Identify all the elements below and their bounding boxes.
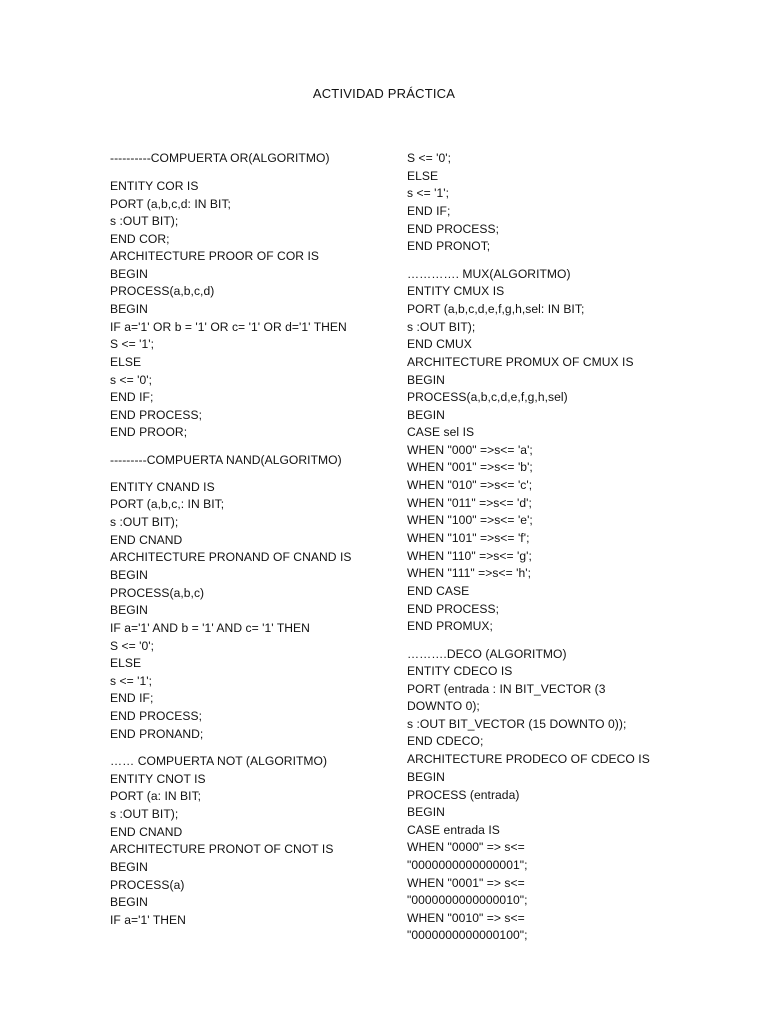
code-line: PROCESS(a,b,c,d,e,f,g,h,sel)	[407, 390, 568, 404]
code-line: PORT (a,b,c,d,e,f,g,h,sel: IN BIT;	[407, 302, 585, 316]
code-line: "0000000000000010";	[407, 893, 528, 907]
code-line: PORT (a,b,c,: IN BIT;	[110, 497, 225, 511]
code-line: PROCESS(a,b,c)	[110, 586, 205, 600]
code-line: END CDECO;	[407, 734, 484, 748]
code-line: END PROMUX;	[407, 619, 493, 633]
code-line: PORT (a: IN BIT;	[110, 789, 202, 803]
code-line: s <= '0';	[110, 373, 153, 387]
code-line: WHEN "0001" => s<=	[407, 876, 525, 890]
code-line: WHEN "010" =>s<= 'c';	[407, 478, 533, 492]
code-line: BEGIN	[407, 805, 445, 819]
section-heading: …… COMPUERTA NOT (ALGORITMO)	[110, 754, 328, 768]
code-line: s <= '1';	[110, 674, 153, 688]
code-line: WHEN "001" =>s<= 'b';	[407, 460, 533, 474]
code-line: WHEN "101" =>s<= 'f';	[407, 531, 530, 545]
code-line: ELSE	[110, 656, 142, 670]
code-line: CASE entrada IS	[407, 823, 500, 837]
code-line: ARCHITECTURE PRONOT OF CNOT IS	[110, 842, 334, 856]
section-heading: …………. MUX(ALGORITMO)	[407, 267, 571, 281]
code-line: END CNAND	[110, 825, 183, 839]
code-line: END CASE	[407, 584, 470, 598]
code-line: WHEN "000" =>s<= 'a';	[407, 443, 533, 457]
code-line: s :OUT BIT);	[110, 515, 179, 529]
code-line: END CMUX	[407, 337, 472, 351]
code-line: ARCHITECTURE PRONAND OF CNAND IS	[110, 550, 352, 564]
code-line: BEGIN	[407, 373, 445, 387]
code-line: "0000000000000100";	[407, 928, 528, 942]
code-line: WHEN "100" =>s<= 'e';	[407, 513, 533, 527]
code-line: PROCESS(a)	[110, 878, 185, 892]
code-line: ELSE	[407, 169, 439, 183]
code-line: BEGIN	[110, 568, 148, 582]
code-line: ARCHITECTURE PRODECO OF CDECO IS	[407, 752, 650, 766]
code-line: "0000000000000001";	[407, 858, 528, 872]
code-line: ENTITY CNAND IS	[110, 480, 215, 494]
code-line: BEGIN	[407, 770, 445, 784]
code-line: PROCESS(a,b,c,d)	[110, 284, 215, 298]
code-line: s :OUT BIT);	[110, 214, 179, 228]
code-line: BEGIN	[110, 302, 148, 316]
code-line: WHEN "110" =>s<= 'g';	[407, 549, 532, 563]
code-line: END PROOR;	[110, 425, 188, 439]
code-line: END PRONOT;	[407, 239, 491, 253]
code-line: END PROCESS;	[110, 408, 202, 422]
code-line: WHEN "111" =>s<= 'h';	[407, 566, 532, 580]
code-line: WHEN "0010" => s<=	[407, 911, 525, 925]
section-heading: ---------COMPUERTA NAND(ALGORITMO)	[110, 453, 342, 467]
code-line: DOWNTO 0);	[407, 699, 480, 713]
code-line: IF a='1' OR b = '1' OR c= '1' OR d='1' THEN	[110, 320, 347, 334]
code-line: END CNAND	[110, 533, 183, 547]
code-line: CASE sel IS	[407, 425, 475, 439]
section-heading: ……….DECO (ALGORITMO)	[407, 647, 567, 661]
code-line: END IF;	[110, 691, 154, 705]
code-line: S <= '1';	[110, 337, 155, 351]
code-line: ELSE	[110, 355, 142, 369]
code-line: s <= '1';	[407, 186, 450, 200]
code-line: END PROCESS;	[407, 602, 499, 616]
code-line: PROCESS (entrada)	[407, 788, 520, 802]
code-line: BEGIN	[110, 895, 148, 909]
code-line: END IF;	[407, 204, 451, 218]
code-line: WHEN "0000" => s<=	[407, 840, 525, 854]
code-line: s :OUT BIT_VECTOR (15 DOWNTO 0));	[407, 717, 627, 731]
code-line: PORT (entrada : IN BIT_VECTOR (3	[407, 682, 606, 696]
code-line: s :OUT BIT);	[407, 320, 476, 334]
code-line: s :OUT BIT);	[110, 807, 179, 821]
code-line: END COR;	[110, 232, 170, 246]
code-line: ENTITY CNOT IS	[110, 772, 206, 786]
code-line: IF a='1' AND b = '1' AND c= '1' THEN	[110, 621, 310, 635]
code-line: END PROCESS;	[407, 222, 499, 236]
code-line: ENTITY CDECO IS	[407, 664, 513, 678]
code-line: ENTITY CMUX IS	[407, 284, 505, 298]
section-heading: ----------COMPUERTA OR(ALGORITMO)	[110, 151, 330, 165]
page-title: ACTIVIDAD PRÁCTICA	[312, 86, 456, 101]
code-line: BEGIN	[110, 860, 148, 874]
code-line: BEGIN	[110, 267, 148, 281]
code-line: ENTITY COR IS	[110, 179, 199, 193]
code-line: BEGIN	[407, 408, 445, 422]
code-line: ARCHITECTURE PROMUX OF CMUX IS	[407, 355, 634, 369]
code-line: ARCHITECTURE PROOR OF COR IS	[110, 249, 320, 263]
code-line: S <= '0';	[110, 639, 155, 653]
code-line: END IF;	[110, 390, 154, 404]
code-line: S <= '0';	[407, 151, 452, 165]
code-line: WHEN "011" =>s<= 'd';	[407, 496, 532, 510]
code-line: END PRONAND;	[110, 727, 204, 741]
code-line: BEGIN	[110, 603, 148, 617]
code-line: PORT (a,b,c,d: IN BIT;	[110, 197, 231, 211]
code-line: IF a='1' THEN	[110, 913, 186, 927]
code-line: END PROCESS;	[110, 709, 202, 723]
